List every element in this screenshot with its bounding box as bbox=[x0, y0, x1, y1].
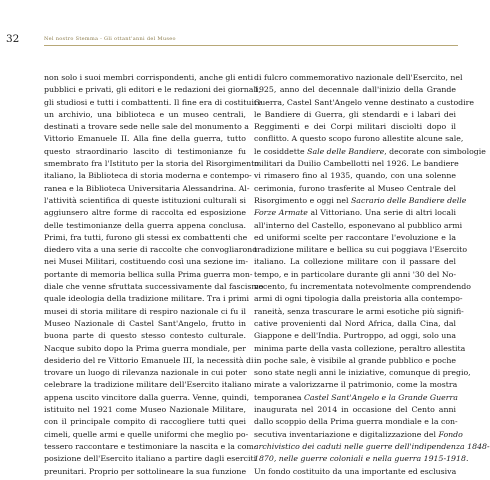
text-line bbox=[44, 109, 246, 121]
running-head: Nel nostro Stemma - Gli ottant'anni del Museo bbox=[44, 36, 176, 42]
text-segment: secutiva inventariazione e digitalizzazione del bbox=[254, 429, 439, 439]
text-segment: militari da Duilio Cambellotti nel 1926. Le bandiere bbox=[254, 159, 459, 169]
text-line bbox=[254, 429, 463, 441]
text-line bbox=[44, 281, 264, 293]
text-segment: preunitari. Proprio per sottolineare la sua funzione bbox=[44, 466, 247, 476]
text-line bbox=[44, 232, 246, 244]
text-segment: Reggimenti e dei Corpi militari disciolti dopo il bbox=[254, 122, 456, 132]
text-segment: all'interno del Castello, esponevano al pubblico armi bbox=[254, 220, 463, 230]
text-line bbox=[254, 441, 490, 453]
text-line bbox=[254, 72, 463, 84]
text-line bbox=[44, 330, 246, 342]
text-segment: appena uscito vincitore dalla guerra. Venne, quindi, bbox=[44, 392, 250, 402]
text-segment: conflitto. A questo scopo furono allestite alcune sale, bbox=[254, 134, 464, 144]
text-line bbox=[254, 207, 456, 219]
text-segment: tempo, e in particolare durante gli anni '30 del No- bbox=[254, 269, 456, 279]
text-line bbox=[254, 97, 475, 109]
text-line bbox=[44, 367, 246, 379]
text-line bbox=[254, 281, 471, 293]
text-line bbox=[254, 293, 463, 305]
italic-text: Sacrario delle Bandiere delle bbox=[350, 195, 467, 205]
text-line bbox=[44, 244, 257, 256]
text-segment: , decorate con simbologie bbox=[384, 146, 486, 156]
text-line bbox=[254, 306, 464, 318]
text-line bbox=[44, 195, 246, 207]
text-line bbox=[254, 466, 456, 478]
text-segment: italiano, la Biblioteca di storia moderna e contempo- bbox=[44, 171, 252, 181]
text-segment: Risorgimento e oggi nel bbox=[254, 195, 351, 205]
text-line bbox=[254, 379, 456, 391]
text-line bbox=[254, 343, 466, 355]
text-segment: le Bandiere di Guerra, gli stendardi e i labari dei bbox=[254, 109, 456, 119]
text-line bbox=[44, 404, 246, 416]
text-line bbox=[44, 146, 246, 158]
text-segment: vecento, fu incrementata notevolmente comprendendo bbox=[254, 282, 471, 292]
text-segment: istituito nel 1921 come Museo Nazionale Militare, bbox=[44, 405, 246, 415]
text-segment: diedero vita a una serie di raccolte che convogliarono bbox=[44, 245, 257, 255]
text-segment: ranea e la Biblioteca Universitaria Alessandrina. Al- bbox=[44, 183, 250, 193]
text-column-right bbox=[254, 72, 490, 478]
text-segment: con il principale compito di raccogliere tutti quei bbox=[44, 417, 246, 427]
text-line bbox=[254, 367, 471, 379]
text-segment: pubblici e privati, gli editori e le redazioni dei giornali, bbox=[44, 85, 261, 95]
text-line bbox=[254, 416, 456, 428]
text-line bbox=[254, 220, 463, 232]
text-line bbox=[44, 343, 246, 355]
text-segment: Un fondo costituito da una importante ed esclusiva bbox=[254, 466, 457, 476]
text-segment: Primi, fra tutti, furono gli stessi ex combattenti che bbox=[44, 232, 248, 242]
text-segment: le cosiddette bbox=[254, 146, 308, 156]
text-segment: destinati a trovare sede nelle sale del monumento a bbox=[44, 122, 249, 132]
text-segment: buona parte di questo stesso contesto culturale. bbox=[44, 331, 246, 341]
text-segment: musei di storia militare di respiro nazionale ci fu il bbox=[44, 306, 246, 316]
text-segment: cimeli, quelle armi e quelle uniformi che meglio po- bbox=[44, 429, 249, 439]
text-line bbox=[44, 318, 246, 330]
text-line bbox=[44, 170, 252, 182]
text-segment: armi di ogni tipologia dalla preistoria alla contempo- bbox=[254, 294, 463, 304]
text-segment: in poche sale, è visibile al grande pubblico e poche bbox=[254, 355, 456, 365]
text-segment: delle testimonianze della guerra appena conclusa. bbox=[44, 220, 246, 230]
text-line bbox=[254, 404, 456, 416]
text-segment: al Vittoriano. Una serie di altri locali bbox=[307, 208, 456, 218]
text-line bbox=[254, 183, 456, 195]
text-segment: Museo Nazionale di Castel Sant'Angelo, frutto in bbox=[44, 318, 246, 328]
text-segment: italiano. La collezione militare con il passare del bbox=[254, 257, 456, 267]
text-segment: . bbox=[465, 454, 469, 464]
text-line bbox=[254, 232, 456, 244]
italic-text: Sale delle Bandiere bbox=[307, 146, 385, 156]
text-line bbox=[44, 269, 253, 281]
text-line bbox=[254, 195, 467, 207]
text-segment: 1925, anno del decennale dall'inizio della Grande bbox=[254, 85, 456, 95]
text-segment: questo straordinario lascito di testimonianze fu bbox=[44, 146, 246, 156]
text-segment: ed uniformi scelte per raccontare l'evoluzione e la bbox=[254, 232, 456, 242]
text-line bbox=[254, 355, 456, 367]
text-line bbox=[254, 84, 456, 96]
text-segment: inaugurata nel 2014 in occasione del Cento anni bbox=[254, 405, 456, 415]
text-line bbox=[44, 207, 246, 219]
text-segment: Guerra, Castel Sant'Angelo venne destinato a custodire bbox=[254, 97, 475, 107]
text-segment: aggiunsero altre forme di raccolta ed esposizione bbox=[44, 208, 246, 218]
text-line bbox=[44, 84, 261, 96]
text-segment: dallo scoppio della Prima guerra mondiale e la con- bbox=[254, 417, 458, 427]
text-segment: trovare un luogo di rilevanza nazionale in cui poter bbox=[44, 368, 247, 378]
text-line bbox=[254, 158, 459, 170]
text-segment: portante di memoria bellica sulla Prima guerra mon- bbox=[44, 269, 253, 279]
text-segment: minima parte della vasta collezione, peraltro allestita bbox=[254, 343, 466, 353]
text-segment: l'attività scientifica di queste istituzioni culturali si bbox=[44, 195, 246, 205]
text-segment: Nacque subito dopo la Prima guerra mondiale, per bbox=[44, 343, 246, 353]
text-segment: temporanea bbox=[254, 392, 304, 402]
text-line bbox=[44, 392, 250, 404]
text-segment: sono state negli anni le iniziative, comunque di pregio, bbox=[254, 368, 471, 378]
text-segment: celebrare la tradizione militare dell'Esercito italiano bbox=[44, 380, 252, 390]
text-line bbox=[254, 256, 456, 268]
text-line bbox=[44, 256, 249, 268]
text-line bbox=[44, 453, 257, 465]
text-segment: un archivio, una biblioteca e un museo centrali, bbox=[44, 109, 246, 119]
italic-text: archivistico dei caduti nelle guerre dell'indipendenza 1848- bbox=[254, 441, 490, 451]
italic-text: Fondo bbox=[438, 429, 463, 439]
text-segment: vi rimasero fino al 1935, quando, con una solenne bbox=[254, 171, 456, 181]
text-segment: posizione dell'Esercito italiano a partire dagli eserciti bbox=[44, 454, 257, 464]
italic-text: Forze Armate bbox=[254, 208, 308, 218]
text-line bbox=[44, 416, 246, 428]
header-rule bbox=[44, 45, 458, 46]
page-number: 32 bbox=[6, 33, 20, 45]
text-line bbox=[254, 269, 456, 281]
text-line bbox=[254, 330, 456, 342]
text-segment: desiderio del re Vittorio Emanuele III, la necessità di bbox=[44, 355, 254, 365]
text-line bbox=[254, 170, 456, 182]
text-segment: raneità, senza trascurare le armi esotiche più signifi- bbox=[254, 306, 464, 316]
text-line bbox=[44, 355, 254, 367]
text-line bbox=[44, 379, 252, 391]
text-line bbox=[44, 72, 254, 84]
text-line bbox=[254, 453, 469, 465]
text-segment: mirate a valorizzarne il patrimonio, come la mostra bbox=[254, 380, 458, 390]
text-segment: gli studiosi e tutti i combattenti. Il fine era di costituire bbox=[44, 97, 263, 107]
text-line bbox=[44, 293, 250, 305]
text-segment: di fulcro commemorativo nazionale dell'Esercito, nel bbox=[254, 73, 463, 82]
text-segment: quale ideologia della tradizione militare. Tra i primi bbox=[44, 294, 250, 304]
text-line bbox=[254, 121, 456, 133]
text-line bbox=[44, 97, 263, 109]
text-line bbox=[254, 109, 456, 121]
text-line bbox=[254, 244, 468, 256]
text-segment: Giappone e dell'India. Purtroppo, ad oggi, solo una bbox=[254, 331, 456, 341]
italic-text: Castel Sant'Angelo e la Grande Guerra bbox=[303, 392, 458, 402]
text-line bbox=[254, 318, 456, 330]
text-line bbox=[44, 466, 246, 478]
text-segment: smembrato fra l'Istituto per la storia del Risorgimento bbox=[44, 159, 259, 169]
text-line bbox=[254, 146, 486, 158]
text-segment: cative provenienti dal Nord Africa, dalla Cina, dal bbox=[254, 318, 456, 328]
text-segment: cerimonia, furono trasferite al Museo Centrale del bbox=[254, 183, 456, 193]
text-segment: nei Musei Militari, costituendo così una sezione im- bbox=[44, 257, 249, 267]
text-line bbox=[44, 183, 250, 195]
text-line bbox=[44, 306, 246, 318]
text-line bbox=[44, 220, 246, 232]
text-line bbox=[44, 133, 246, 145]
text-segment: tessero raccontare e testimoniare la nascita e la com- bbox=[44, 441, 257, 451]
text-column-left bbox=[44, 72, 264, 478]
italic-text: 1870, nelle guerre coloniali e nella guerra 1915-1918 bbox=[254, 454, 466, 464]
text-line bbox=[44, 158, 259, 170]
text-segment: diale che venne sfruttata successivamente dal fascismo bbox=[44, 282, 264, 292]
text-line bbox=[254, 392, 456, 404]
text-segment: non solo i suoi membri corrispondenti, anche gli enti bbox=[44, 73, 254, 82]
text-line bbox=[44, 429, 249, 441]
text-line bbox=[44, 441, 257, 453]
text-segment: Vittorio Emanuele II. Alla fine della guerra, tutto bbox=[44, 134, 246, 144]
text-line bbox=[254, 133, 464, 145]
text-line bbox=[44, 121, 249, 133]
text-segment: tradizione militare e bellica su cui poggiava l'Esercito bbox=[254, 245, 468, 255]
